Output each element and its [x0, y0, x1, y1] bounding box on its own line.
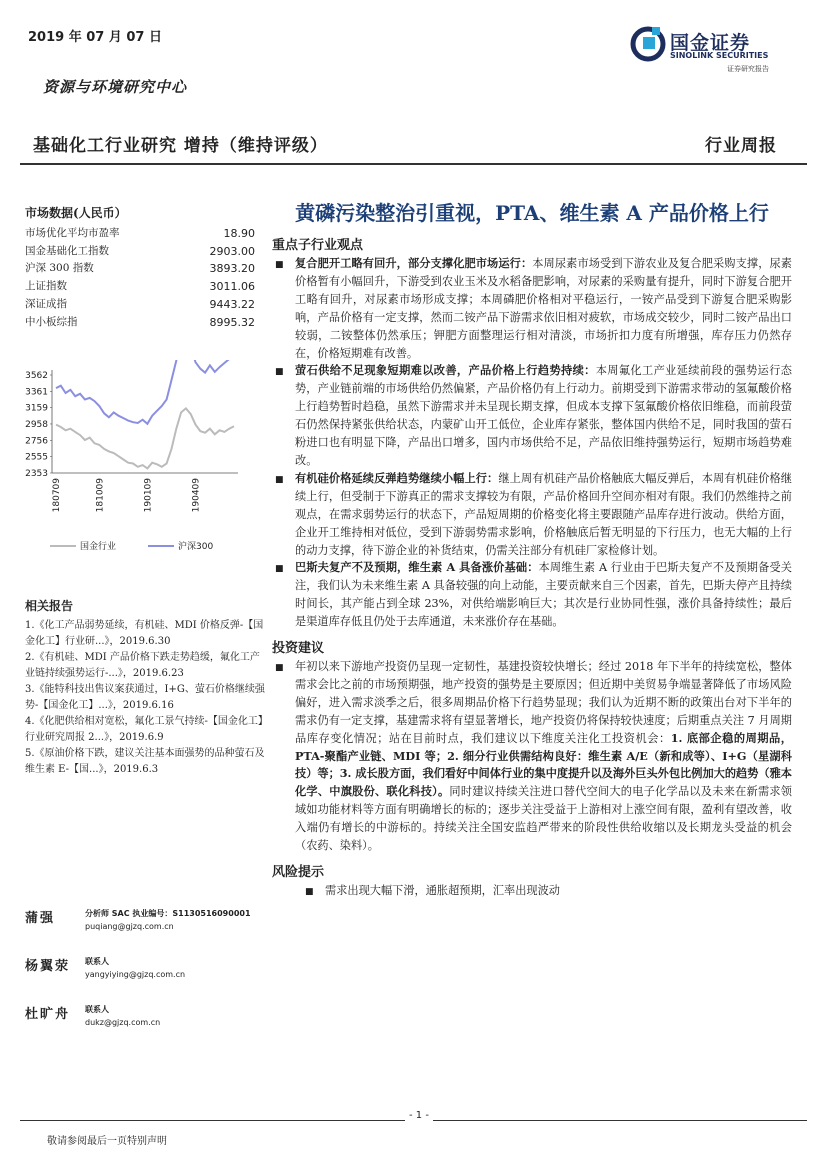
market-label: 深证成指 — [25, 297, 67, 310]
bullet-item — [272, 362, 792, 469]
bullet-lead: 巴斯夫复产不及预期，维生素 A 具备涨价基础： — [295, 560, 539, 575]
analyst-entry — [25, 955, 265, 981]
logo-chinese-text: 国金证券 — [670, 32, 751, 54]
bullet-item — [272, 559, 792, 631]
page-number: - 1 - — [405, 1110, 433, 1121]
footer-disclaimer-note: 敬请参阅最后一页特别声明 — [47, 1136, 167, 1147]
bullet-square-icon: ■ — [275, 564, 284, 575]
chart-y-tick-label: 3562 — [25, 371, 48, 381]
main-content — [272, 198, 792, 902]
chart-x-tick-label: 180709 — [52, 478, 62, 513]
market-row — [25, 278, 257, 296]
report-link[interactable]: 3.《能特科技出售议案获通过，I+G、萤石价格继续强势-【国金化工】...》，2019.6.16 — [25, 684, 265, 711]
logo-subtitle: 证券研究报告 — [727, 65, 769, 73]
analyst-name: 杨翼荥 — [25, 959, 71, 974]
bullet-square-icon: ■ — [275, 663, 284, 674]
market-value: 3011.06 — [209, 280, 255, 294]
bullet-text: 本周尿素市场受到下游农业及复合肥采购支撑，尿素价格暂有小幅回升，下游受到农业玉米及水稻备肥影响，对尿素的采购量有提升，同时下游复合肥开工略有回升，对尿素市场形成支撑；本周磷肥价格相对平稳运行，一铵产品受到下游复合肥采购影响，产品价格有一定支撑，然而二铵产品下游需求依旧相对疲软，市场成交较少，同时二铵产品出口较弱，二铵整体仍然承压；钾肥方面整理运行相对清淡，市场折扣力度有所增强，库存压力仍然存在，价格短期难有改善。 — [295, 257, 792, 360]
market-data-title: 市场数据(人民币） — [25, 206, 127, 220]
market-value: 2903.00 — [209, 244, 255, 258]
analyst-email[interactable]: puqiang@gjzq.com.cn — [85, 922, 174, 931]
market-label: 中小板综指 — [25, 315, 78, 328]
report-date: 2019 年 07 月 07 日 — [28, 30, 162, 45]
market-data-panel — [25, 204, 257, 331]
bullet-text: 继上周有机硅产品价格触底大幅反弹后，本周有机硅价格继续上行，但受制于下游真正的需求支撑较为有限，产品价格回升空间亦相对有限。我们仍然维持之前观点，在需求弱势运行的状态下，产品短周期的价格变化将主要跟随产品库存进行波动。供给方面，企业开工维持相对低位，受到下游弱势需求影响，价格触底后暂无明显的下行压力，也无大幅的上行的动力支撑，待下游企业的补货结束，仍需关注部分有机硅厂家检修计划。 — [295, 471, 792, 557]
analyst-role: 联系人 — [85, 1005, 109, 1014]
chart-legend-label: 国金行业 — [80, 542, 117, 552]
market-row — [25, 225, 257, 243]
analyst-role: 联系人 — [85, 957, 109, 966]
header-divider — [20, 163, 807, 165]
market-label: 市场优化平均市盈率 — [25, 227, 120, 239]
analyst-role: 分析师 SAC 执业编号：S1130516090001 — [85, 909, 251, 918]
chart-legend-label: 沪深300 — [178, 542, 214, 552]
analyst-email[interactable]: yangyiying@gjzq.com.cn — [85, 970, 186, 979]
section-heading-risk: 风险提示 — [272, 865, 325, 880]
bullet-square-icon: ■ — [275, 260, 284, 270]
chart-y-tick-label: 3361 — [25, 387, 48, 398]
market-value: 3893.20 — [209, 262, 255, 276]
report-link[interactable]: 5.《原油价格下跌，建议关注基本面强势的品种萤石及维生素 E-【国...》，2019.6.3 — [25, 748, 265, 775]
analyst-entry — [25, 1003, 265, 1029]
invest-paragraph — [272, 658, 792, 855]
market-label: 沪深 300 指数 — [25, 262, 94, 275]
bullet-text: 本周维生素 A 行业由于巴斯夫复产不及预期备受关注，我们认为未来维生素 A 具备较强的向上动能，主要贡献来自三个因素，首先，巴斯夫停产且持续时间长，其产能占到全球 23%，对供给端影响巨大；其次是行业协同性强，涨价具备持续性；最后是渠道库存低且仍处于去库通道，未来涨价存在基础。 — [295, 561, 792, 629]
bullet-square-icon: ■ — [305, 887, 314, 897]
chart-series-line — [56, 360, 234, 424]
analyst-list — [25, 907, 265, 1051]
chart-x-tick-label: 181009 — [95, 478, 106, 513]
bullet-text: 本周氟化工产业延续前段的强势运行态势，产业链前端的市场供给仍然偏紧，产品价格仍有上行动力。前期受到下游需求带动的氢氟酸价格上行趋势暂时趋稳，虽然下游需求并未呈现长期支撑，但成本支撑下氢氟酸价格依旧维稳，而前段萤石仍然保持紧张供给状态，内蒙矿山开工低位，企业库存紧张，整体国内供给不足，同时我国的萤石粉进口也有明显下降，产品出口增多，国内市场供给不足，产品依旧维持强势运行，短期市场趋势难改。 — [295, 364, 792, 467]
bullet-lead: 复合肥开工略有回升，部分支撑化肥市场运行： — [295, 256, 533, 270]
report-link[interactable]: 2.《有机硅、MDI 产品价格下跌走势趋缓，氟化工产业链持续强势运行-...》，2019.6.23 — [25, 652, 260, 679]
bullet-lead: 有机硅价格延续反弹趋势继续小幅上行： — [295, 470, 499, 485]
market-value: 9443.22 — [209, 297, 255, 311]
chart-y-tick-label: 2958 — [25, 419, 48, 430]
market-row — [25, 260, 257, 278]
analyst-entry — [25, 907, 265, 933]
risk-text: 需求出现大幅下滑，通胀超预期，汇率出现波动 — [325, 884, 560, 897]
market-value: 18.90 — [223, 227, 255, 240]
market-row — [25, 243, 257, 261]
related-reports-title: 相关报告 — [25, 599, 74, 613]
chart-y-tick-label: 2756 — [25, 436, 48, 447]
sector-rating: 基础化工行业研究 增持（维持评级） — [33, 136, 328, 156]
report-title: 黄磷污染整治引重视，PTA、维生素 A 产品价格上行 — [295, 201, 769, 225]
chart-series-line — [56, 408, 234, 468]
invest-picks: 1. 底部企稳的周期品，PTA-聚酯产业链、MDI 等；2. 细分行业供需结构良好：维生素 A/E（新和成等）、I+G（星湖科技）等；3. 成长股方面，我们看好中间体行业的集中度提升以及海外巨头外包比例加大的趋势（雅本化学、中旗股份、联化科技）。 — [295, 730, 792, 799]
invest-tail: 同时建议持续关注进口替代空间大的电子化学品以及未来在新需求领域如功能材料等方面有明确增长的标的；逐步关注受益于上游相对上涨空间有限，盈利有望改善，收入端仍有增长的中游标的。持续关注全国安监趋严带来的阶段性供给收缩以及长期龙头受益的机会（农药、染料）。 — [295, 785, 792, 853]
related-reports — [25, 597, 265, 778]
chart-x-tick-label: 190109 — [143, 478, 154, 513]
chart-y-tick-label: 2353 — [25, 469, 48, 479]
report-link[interactable]: 4.《化肥供给相对宽松，氟化工景气持续-【国金化工】行业研究周报 2...》，2019.6.9 — [25, 716, 263, 743]
analyst-name: 杜旷舟 — [25, 1007, 71, 1022]
market-value: 8995.32 — [209, 315, 255, 329]
bullet-square-icon: ■ — [275, 367, 284, 378]
risk-item — [272, 882, 792, 902]
invest-text: 年初以来下游地产投资仍呈现一定韧性，基建投资较快增长；经过 2018 年下半年的持续宽松，整体需求会比之前的市场预期强，地产投资的强势是主要原因；但近期中美贸易争端显著降低了市场风险偏好，进入需求淡季之后，很多周期品价格下行趋势显现；我们认为近期不断的政策出台对下半年的需求仍有一定支撑，基建需求将有望显著增长，地产投资仍将保持较快速度；后期重点关注 7 月周期品库存变化情况；站在目前时点，我们建议以下维度关注化工投资机会： — [295, 660, 792, 745]
market-row — [25, 314, 257, 332]
report-link[interactable]: 1.《化工产品弱势延续，有机硅、MDI 价格反弹-【国金化工】行业研...》，2019.6.30 — [25, 620, 264, 647]
logo-english-text: SINOLINK SECURITIES — [670, 51, 769, 60]
bullet-item — [272, 470, 792, 560]
document-type: 行业周报 — [705, 136, 777, 156]
analyst-name: 蒲强 — [25, 911, 56, 926]
bullet-item — [272, 255, 792, 362]
market-label: 国金基础化工指数 — [25, 244, 109, 257]
market-label: 上证指数 — [25, 280, 67, 293]
bullet-lead: 萤石供给不足现象短期难以改善，产品价格上行趋势持续： — [295, 363, 596, 378]
section-heading-invest: 投资建议 — [272, 641, 325, 657]
market-row — [25, 296, 257, 314]
chart-y-tick-label: 3159 — [25, 403, 48, 414]
analyst-email[interactable]: dukz@gjzq.com.cn — [85, 1018, 161, 1027]
bullet-square-icon: ■ — [275, 474, 284, 485]
market-data-table — [25, 225, 257, 331]
chart-x-tick-label: 190409 — [191, 478, 202, 513]
chart-y-tick-label: 2555 — [25, 452, 48, 463]
research-center-name: 资源与环境研究中心 — [43, 78, 188, 96]
index-trend-chart — [20, 360, 245, 560]
section-heading-views: 重点子行业观点 — [272, 238, 364, 253]
